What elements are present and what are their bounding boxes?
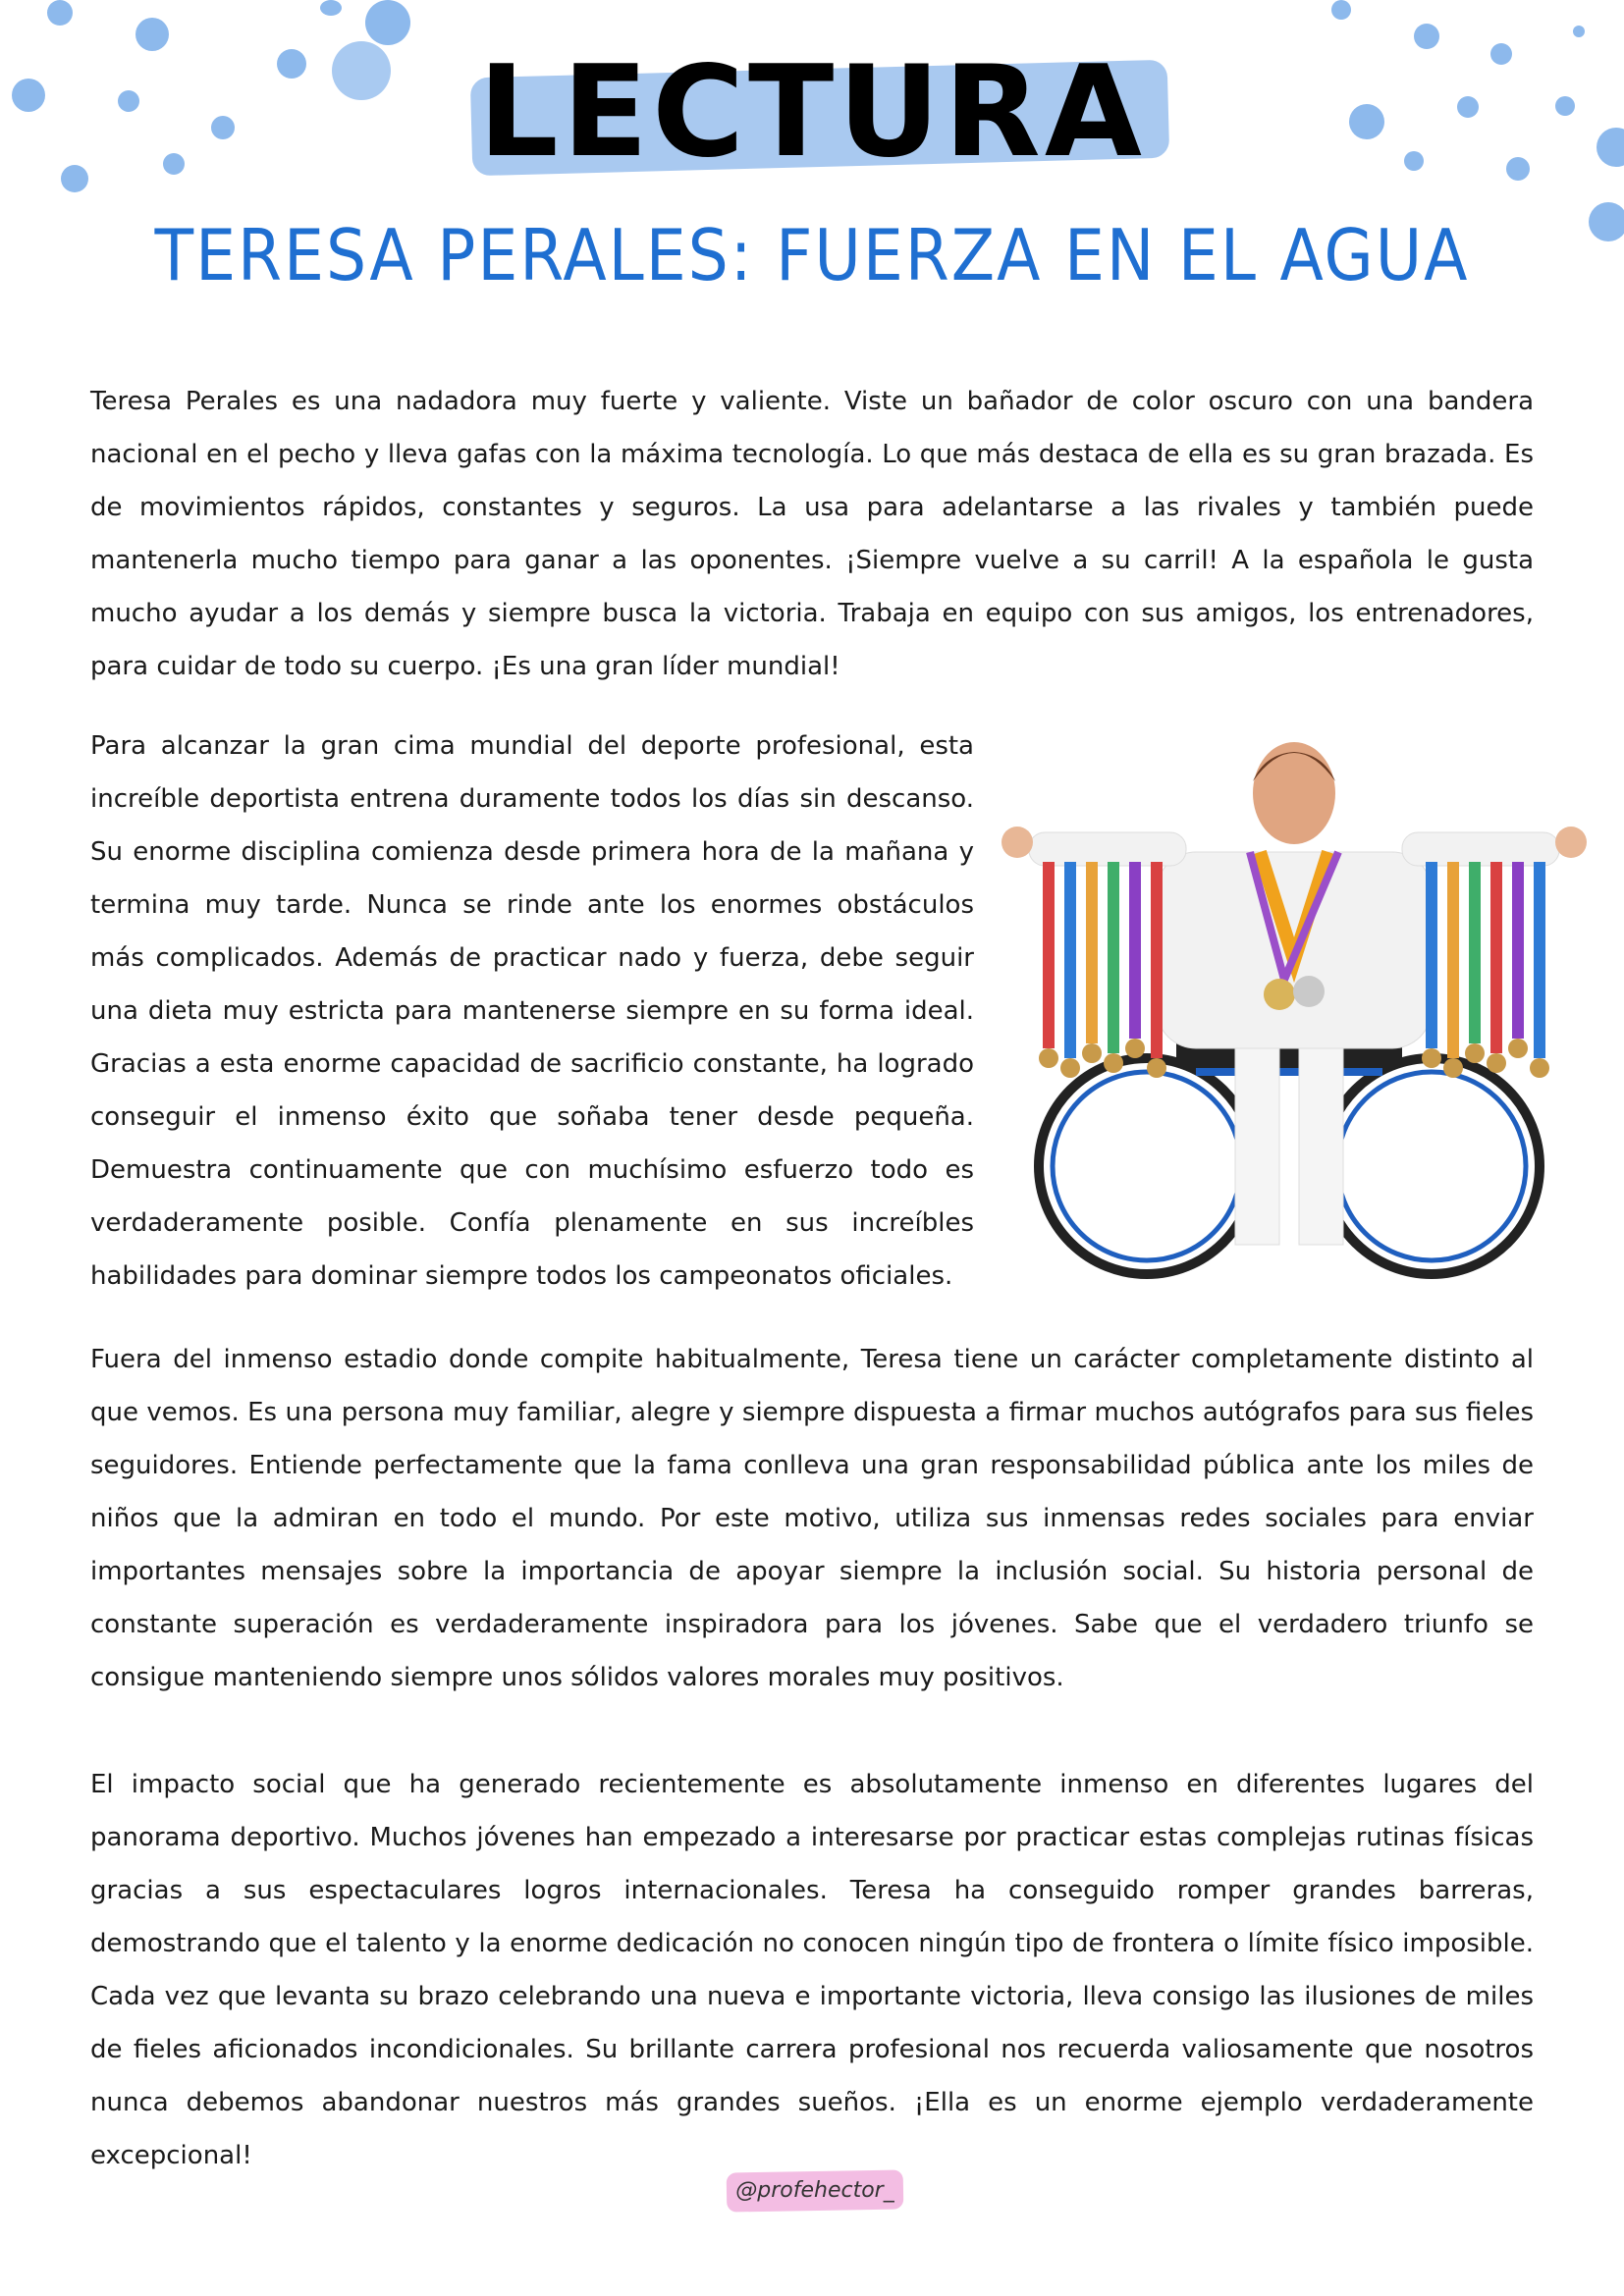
paragraph-2: Para alcanzar la gran cima mundial del deporte profesional, esta increíble deportista entrena duramente todos los días sin descanso. Su enorme disciplina comienza desde primera hora de la mañana y termina muy tarde. Nunca se rinde ante los enormes obstáculos más complicados. Además de practicar nado y fuerza, debe seguir una dieta muy estricta para mantenerse siempre en su forma ideal. Gracias a esta enorme capacidad de sacrificio constante, ha logrado conseguir el inmenso éxito que soñaba tener desde pequeña. Demuestra continuamente que con muchísimo esfuerzo todo es verdaderamente posible. Confía plenamente en sus increíbles habilidades para dominar siempre todos los campeonatos oficiales. [90,731,974,1291]
paragraph-1: Teresa Perales es una nadadora muy fuerte y valiente. Viste un bañador de color oscuro con una bandera nacional en el pecho y lleva gafas con la máxima tecnología. Lo que más destaca de ella es su gran brazada. Es de movimientos rápidos, constantes y seguros. La usa para adelantarse a las rivales y también puede mantenerla mucho tiempo para ganar a las oponentes. ¡Siempre vuelve a su carril! A la española le gusta mucho ayudar a los demás y siempre busca la victoria. Trabaja en equipo con sus amigos, los entrenadores, para cuidar de todo su cuerpo. ¡Es una gran líder mundial! [90,387,1534,681]
paragraph-4: El impacto social que ha generado recientemente es absolutamente inmenso en diferentes lugares del panorama deportivo. Muchos jóvenes han empezado a interesarse por practicar estas complejas rutinas físicas gracias a sus espectaculares logros internacionales. Teresa ha conseguido romper grandes barreras, demostrando que el talento y la enorme dedicación no conocen ningún tipo de frontera o límite físico imposible. Cada vez que levanta su brazo celebrando una nueva e importante victoria, lleva consigo las ilusiones de miles de fieles aficionados incondicionales. Su brillante carrera profesional nos recuerda valiosamente que nosotros nunca debemos abandonar nuestros más grandes sueños. ¡Ella es un enorme ejemplo verdaderamente excepcional! [90,1770,1534,2170]
author-handle-block [727,2163,903,2215]
page-title: LECTURA [478,39,1146,186]
page-subtitle: TERESA PERALES: FUERZA EN EL AGUA [154,214,1470,296]
author-handle: @profehector_ [735,2178,894,2203]
title-block [0,29,1624,187]
athlete-photo [1000,734,1589,1294]
paragraph-3: Fuera del inmenso estadio donde compite habitualmente, Teresa tiene un carácter completamente distinto al que vemos. Es una persona muy familiar, alegre y siempre dispuesta a firmar muchos autógrafos para sus fieles seguidores. Entiende perfectamente que la fama conlleva una gran responsabilidad pública ante los miles de niños que la admiran en todo el mundo. Por este motivo, utiliza sus inmensas redes sociales para enviar importantes mensajes sobre la importancia de apoyar siempre la inclusión social. Su historia personal de constante superación es verdaderamente inspiradora para los jóvenes. Sabe que el verdadero triunfo se consigue manteniendo siempre unos sólidos valores morales muy positivos. [90,1345,1534,1692]
